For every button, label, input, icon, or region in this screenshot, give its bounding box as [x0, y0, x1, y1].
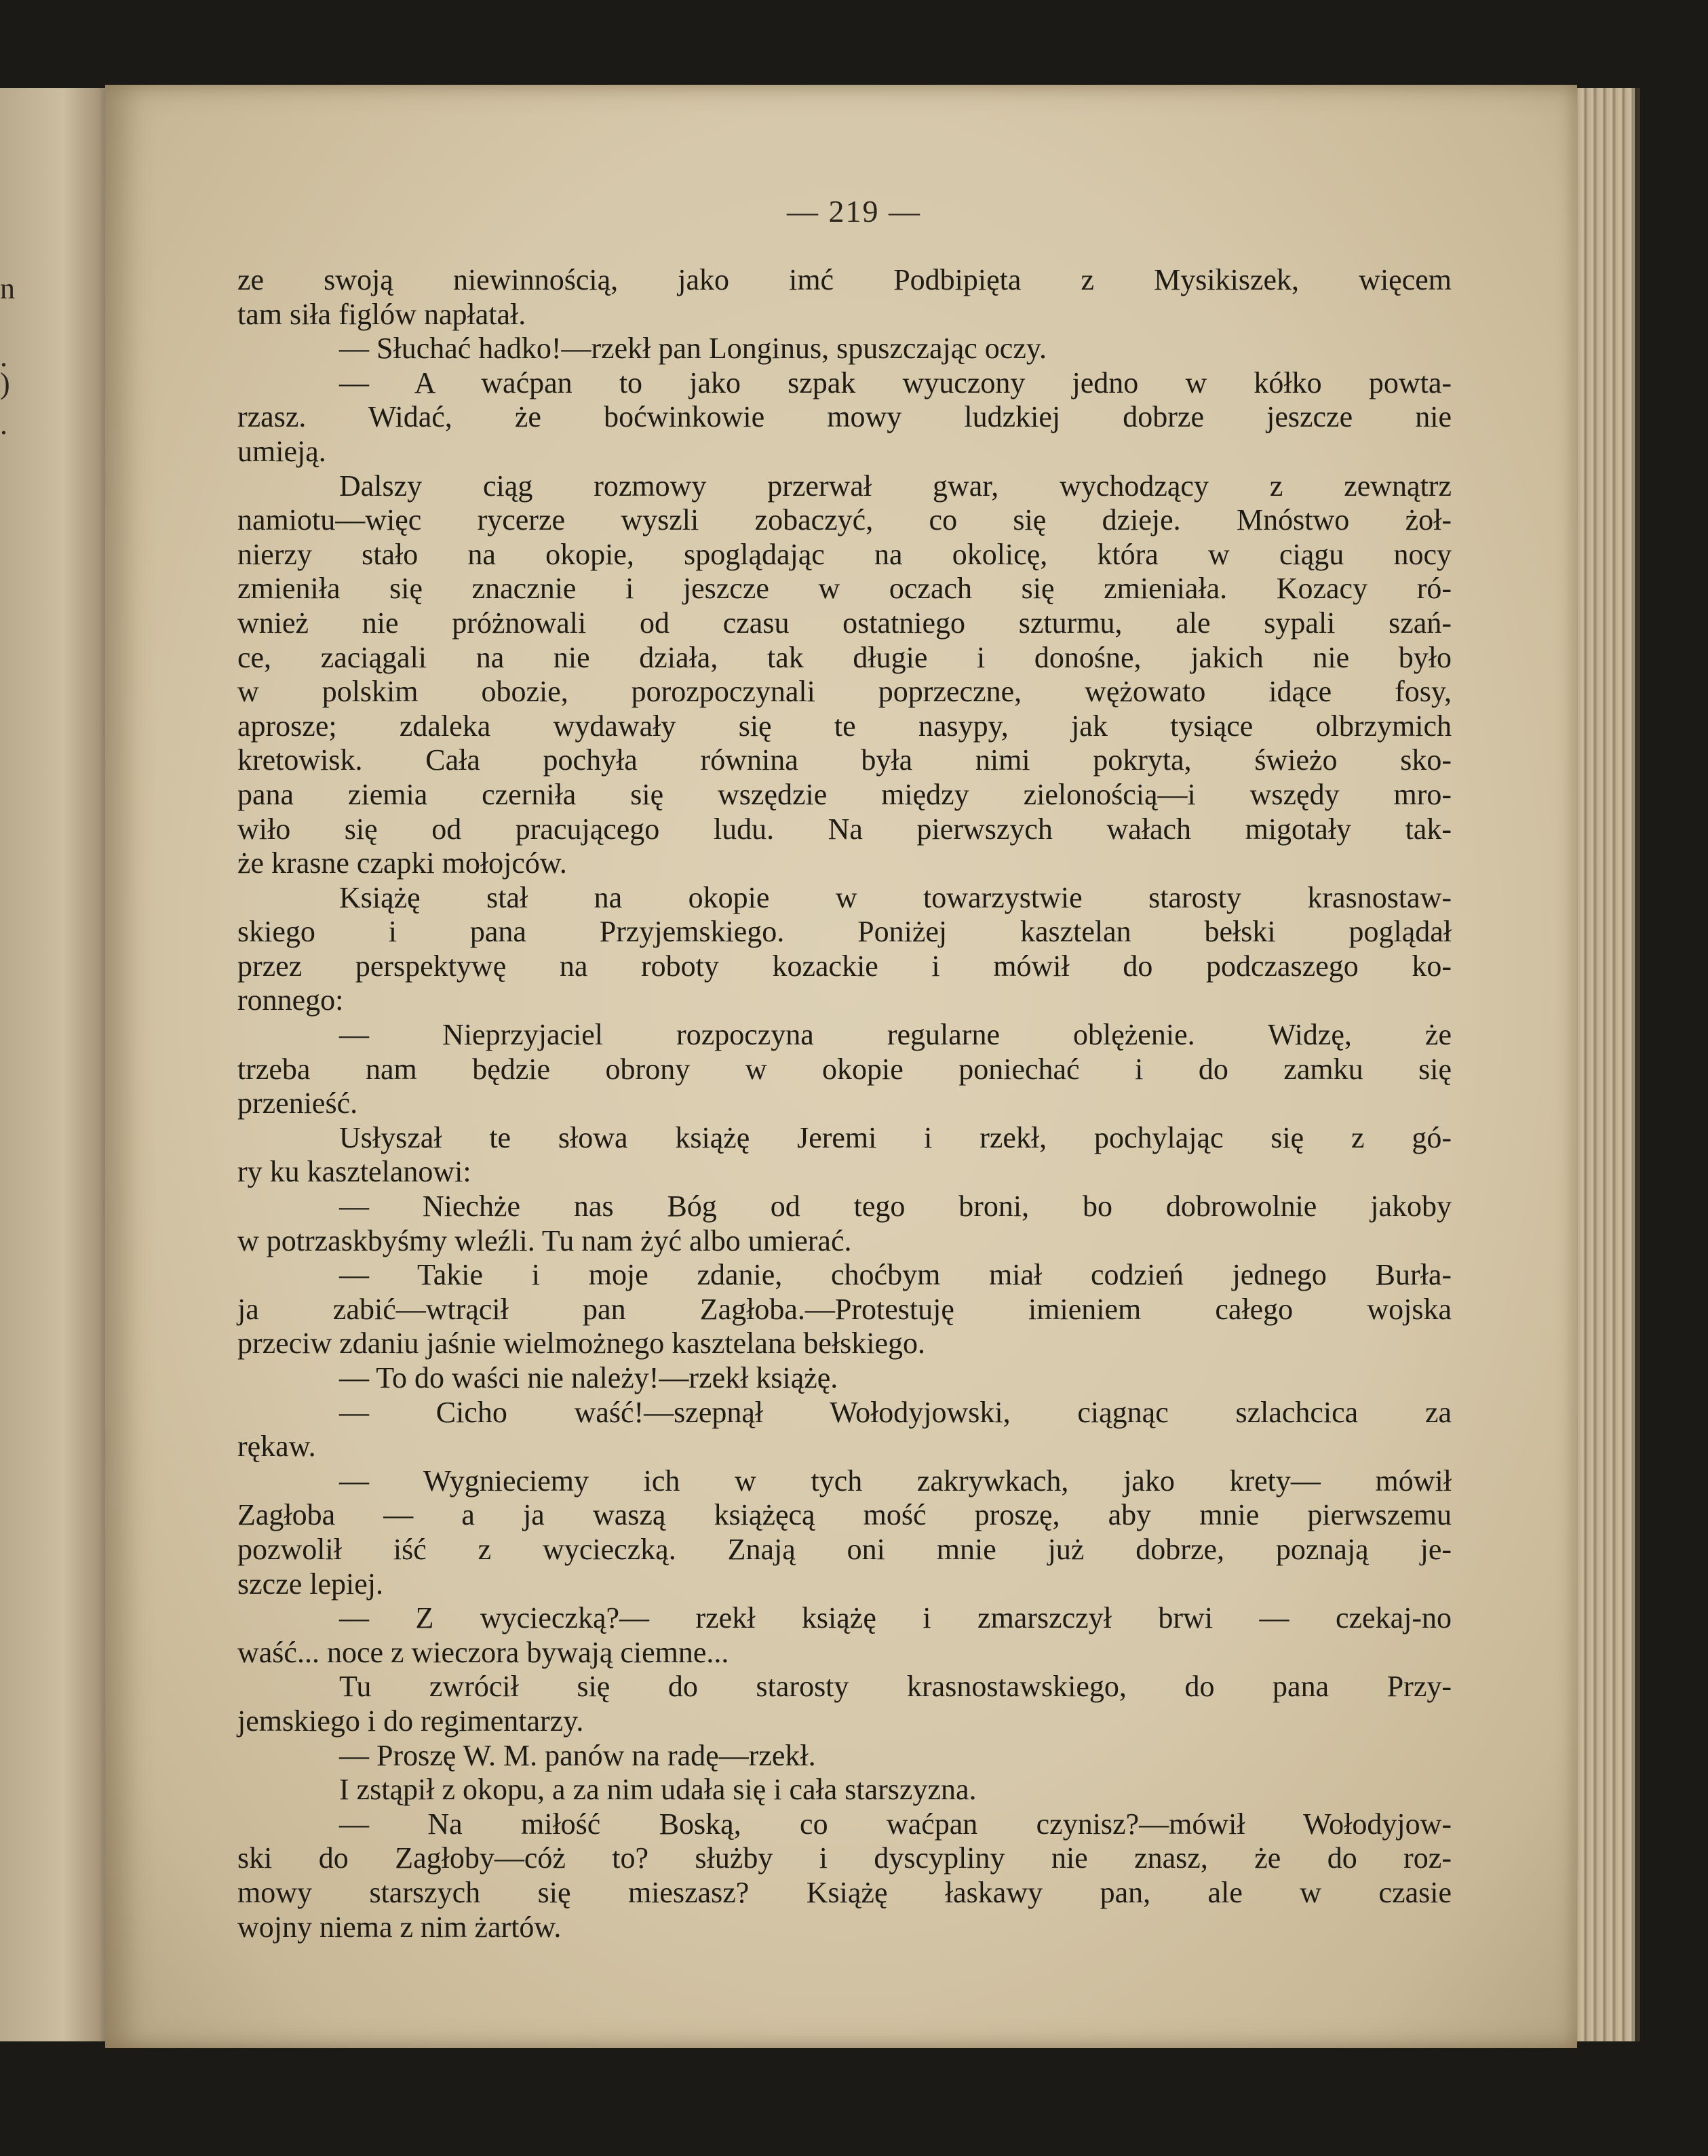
text-line: — Wygnieciemy ich w tych zakrywkach, jako krety— mówił: [339, 1464, 1452, 1497]
text-line: w potrzaskbyśmy wleźli. Tu nam żyć albo umierać.: [237, 1223, 852, 1257]
text-line: przenieść.: [237, 1086, 358, 1120]
text-line: — Proszę W. M. panów na radę—rzekł.: [339, 1738, 816, 1772]
text-line: ronnego:: [237, 983, 344, 1017]
text-line: przez perspektywę na roboty kozackie i mówił do podczaszego ko-: [237, 949, 1452, 983]
text-line: pana ziemia czerniła się wszędzie między zielonością—i wszędy mro-: [237, 777, 1452, 811]
text-line: przeciw zdaniu jaśnie wielmożnego kasztelana bełskiego.: [237, 1327, 926, 1360]
text-line: wiło się od pracującego ludu. Na pierwszych wałach migotały tak-: [237, 812, 1452, 846]
text-line: rękaw.: [237, 1430, 316, 1464]
text-line: — Takie i moje zdanie, choćbym miał codzień jednego Burła-: [339, 1258, 1452, 1292]
text-line: — Z wycieczką?— rzekł książę i zmarszczył brwi — czekaj-no: [339, 1601, 1452, 1635]
text-line: I zstąpił z okopu, a za nim udała się i cała starszyzna.: [339, 1773, 977, 1807]
text-line: Dalszy ciąg rozmowy przerwał gwar, wychodzący z zewnątrz: [339, 469, 1452, 503]
text-line: waść... noce z wieczora bywają ciemne...: [237, 1635, 729, 1669]
text-line: ski do Zagłoby—cóż to? służby i dyscypliny nie znasz, że do roz-: [237, 1841, 1452, 1875]
text-line: aprosze; zdaleka wydawały się te nasypy, jak tysiące olbrzymich: [237, 709, 1452, 743]
text-line: wojny niema z nim żartów.: [237, 1910, 562, 1944]
text-line: że krasne czapki mołojców.: [237, 846, 567, 880]
text-line: nierzy stało na okopie, spoglądając na okolicę, która w ciągu nocy: [237, 537, 1452, 571]
text-line: tam siła figlów napłatał.: [237, 297, 526, 331]
text-line: mowy starszych się mieszasz? Książę łaskawy pan, ale w czasie: [237, 1875, 1452, 1909]
text-line: ry ku kasztelanowi:: [237, 1155, 471, 1189]
text-line: w polskim obozie, porozpoczynali poprzeczne, wężowato idące fosy,: [237, 675, 1452, 709]
text-line: zmieniła się znacznie i jeszcze w oczach się zmieniała. Kozacy ró-: [237, 572, 1452, 606]
text-line: — A waćpan to jako szpak wyuczony jedno w kółko powta-: [339, 366, 1452, 399]
text-line: Tu zwrócił się do starosty krasnostawskiego, do pana Przy-: [339, 1670, 1452, 1704]
margin-fragment: .: [0, 408, 7, 441]
text-line: Książę stał na okopie w towarzystwie starosty krasnostaw-: [339, 880, 1452, 914]
text-line: namiotu—więc rycerze wyszli zobaczyć, co się dzieje. Mnóstwo żoł-: [237, 503, 1452, 537]
margin-fragment: ): [0, 367, 10, 400]
text-line: — Słuchać hadko!—rzekł pan Longinus, spuszczając oczy.: [339, 332, 1047, 366]
text-line: — Nieprzyjaciel rozpoczyna regularne oblężenie. Widzę, że: [339, 1018, 1452, 1052]
body-text: [237, 263, 1452, 1944]
text-line: Usłyszał te słowa książę Jeremi i rzekł, pochylając się z gó-: [339, 1120, 1452, 1154]
text-line: pozwolił iść z wycieczką. Znają oni mnie już dobrze, poznają je-: [237, 1532, 1452, 1566]
previous-page-edge: [0, 88, 115, 2041]
text-line: trzeba nam będzie obrony w okopie poniechać i do zamku się: [237, 1052, 1452, 1086]
text-line: ja zabić—wtrącił pan Zagłoba.—Protestuję imieniem całego wojska: [237, 1292, 1452, 1326]
text-line: — Cicho waść!—szepnął Wołodyjowski, ciągnąc szlachcica za: [339, 1395, 1452, 1429]
margin-fragment: n: [0, 272, 15, 305]
text-line: kretowisk. Cała pochyła równina była nimi pokryta, świeżo sko-: [237, 743, 1452, 777]
text-line: — Na miłość Boską, co waćpan czynisz?—mówił Wołodyjow-: [339, 1807, 1452, 1841]
text-line: rzasz. Widać, że boćwinkowie mowy ludzkiej dobrze jeszcze nie: [237, 400, 1452, 434]
margin-fragment: .: [0, 340, 7, 373]
text-line: szcze lepiej.: [237, 1567, 383, 1601]
text-line: jemskiego i do regimentarzy.: [237, 1704, 584, 1738]
text-line: — To do waści nie należy!—rzekł książę.: [339, 1361, 838, 1394]
text-line: wnież nie próżnowali od czasu ostatniego szturmu, ale sypali szań-: [237, 606, 1452, 640]
text-line: skiego i pana Przyjemskiego. Poniżej kasztelan bełski poglądał: [237, 915, 1452, 949]
text-line: Zagłoba — a ja waszą książęcą mość proszę, aby mnie pierwszemu: [237, 1498, 1452, 1532]
text-line: umieją.: [237, 434, 326, 468]
text-line: — Niechże nas Bóg od tego broni, bo dobrowolnie jakoby: [339, 1190, 1452, 1223]
text-line: ze swoją niewinnością, jako imć Podbipięta z Mysikiszek, więcem: [237, 263, 1452, 296]
page-number: — 219 —: [787, 194, 921, 229]
text-line: ce, zaciągali na nie działa, tak długie i donośne, jakich nie było: [237, 640, 1452, 674]
